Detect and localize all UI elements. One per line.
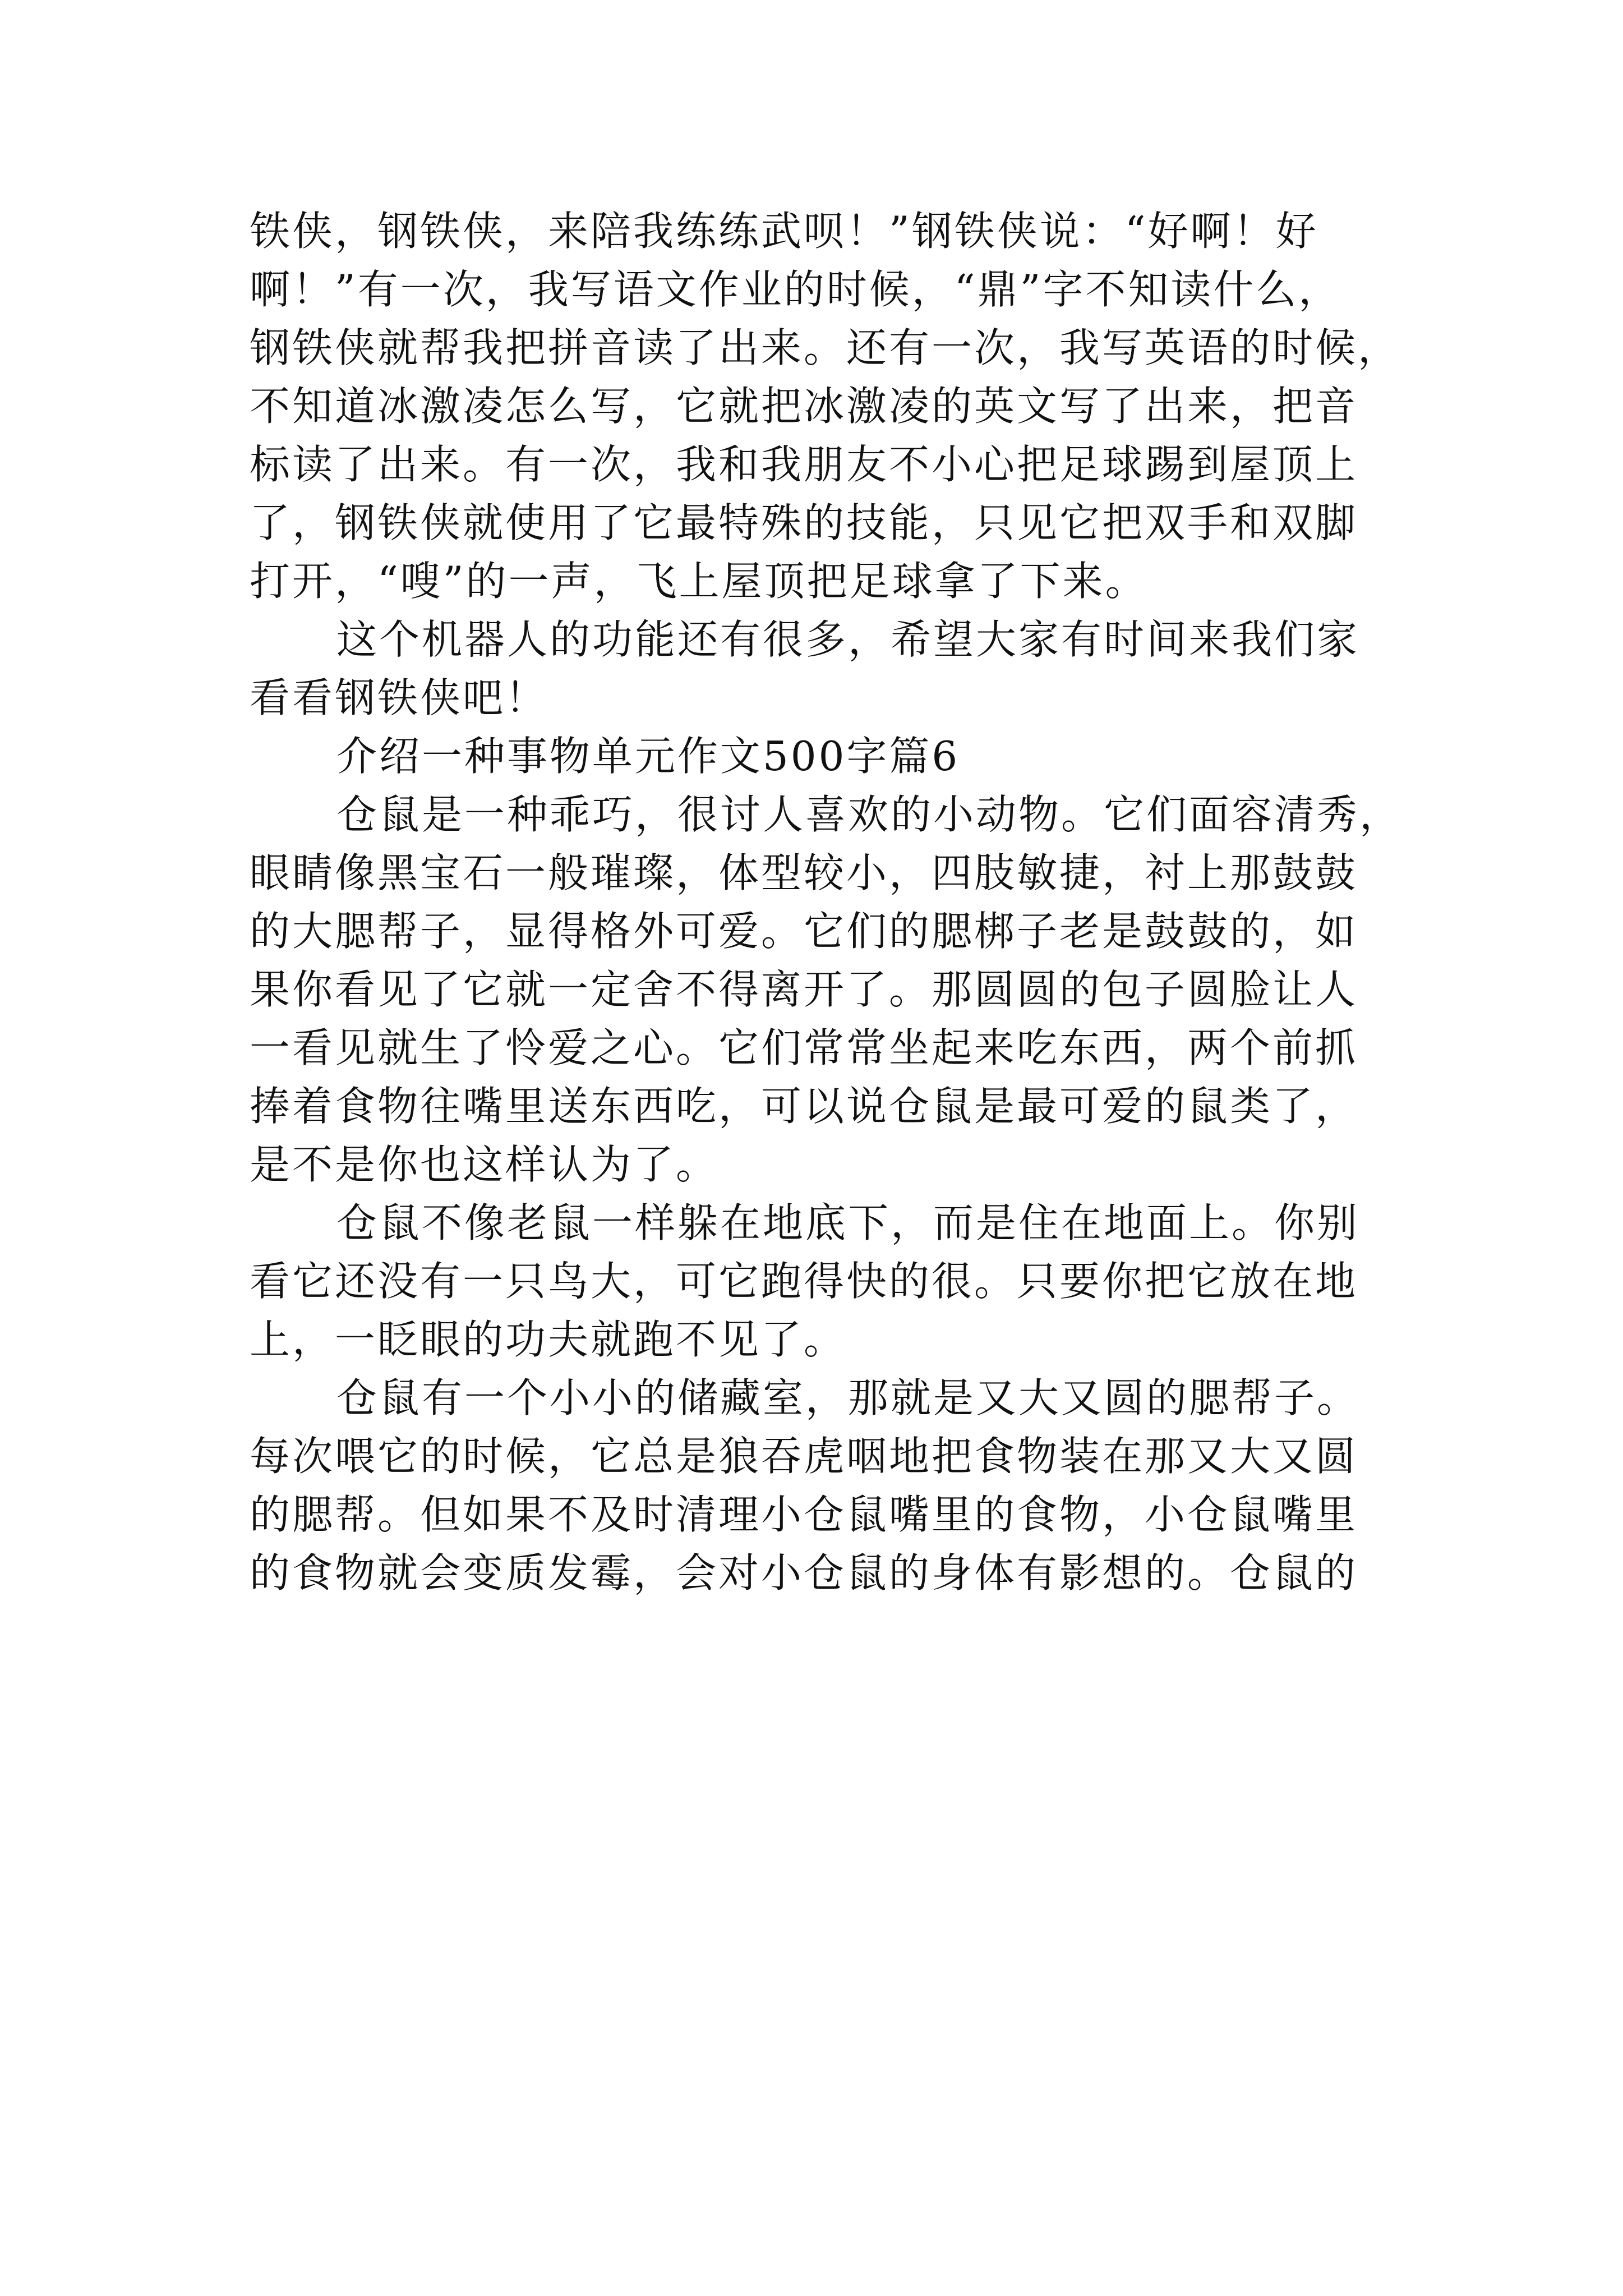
text-line: 标读了出来。有一次，我和我朋友不小心把足球踢到屋顶上 — [250, 441, 1358, 488]
section-heading: 介绍一种事物单元作文500字篇6 — [336, 733, 960, 780]
text-line: 不知道冰激凌怎么写，它就把冰激凌的英文写了出来，把音 — [250, 383, 1358, 430]
text-line: 了，钢铁侠就使用了它最特殊的技能，只见它把双手和双脚 — [250, 499, 1358, 546]
text-line: 捧着食物往嘴里送东西吃，可以说仓鼠是最可爱的鼠类了， — [250, 1083, 1358, 1130]
text-line: 是不是你也这样认为了。 — [250, 1141, 719, 1188]
text-line: 打开，“嗖”的一声，飞上屋顶把足球拿了下来。 — [250, 558, 1148, 605]
text-line: 看它还没有一只鸟大，可它跑得快的很。只要你把它放在地 — [250, 1258, 1358, 1305]
paragraph-first-line: 仓鼠不像老鼠一样躲在地底下，而是住在地面上。你别 — [336, 1199, 1360, 1246]
text-line: 的大腮帮子，显得格外可爱。它们的腮梆子老是鼓鼓的，如 — [250, 908, 1358, 955]
text-line: 眼睛像黑宝石一般璀璨，体型较小，四肢敏捷，衬上那鼓鼓 — [250, 849, 1358, 896]
text-line: 铁侠，钢铁侠，来陪我练练武呗！”钢铁侠说：“好啊！好 — [250, 208, 1318, 255]
text-line: 钢铁侠就帮我把拼音读了出来。还有一次，我写英语的时候， — [250, 324, 1401, 371]
text-line: 的食物就会变质发霉，会对小仓鼠的身体有影想的。仓鼠的 — [250, 1549, 1358, 1596]
text-line: 果你看见了它就一定舍不得离开了。那圆圆的包子圆脸让人 — [250, 966, 1358, 1013]
text-line: 每次喂它的时候，它总是狼吞虎咽地把食物装在那又大又圆 — [250, 1433, 1358, 1480]
text-line: 的腮帮。但如果不及时清理小仓鼠嘴里的食物，小仓鼠嘴里 — [250, 1491, 1358, 1538]
paragraph-first-line: 仓鼠有一个小小的储藏室，那就是又大又圆的腮帮子。 — [336, 1374, 1360, 1421]
paragraph-first-line: 这个机器人的功能还有很多，希望大家有时间来我们家 — [336, 616, 1360, 663]
text-line: 一看见就生了怜爱之心。它们常常坐起来吃东西，两个前抓 — [250, 1024, 1358, 1071]
text-line: 看看钢铁侠吧！ — [250, 674, 548, 721]
text-line: 上，一眨眼的功夫就跑不见了。 — [250, 1316, 847, 1363]
document-body — [250, 202, 1416, 1602]
text-line: 啊！”有一次，我写语文作业的时候，“鼎”字不知读什么， — [250, 266, 1341, 313]
paragraph-first-line: 仓鼠是一种乖巧，很讨人喜欢的小动物。它们面容清秀， — [336, 791, 1403, 838]
